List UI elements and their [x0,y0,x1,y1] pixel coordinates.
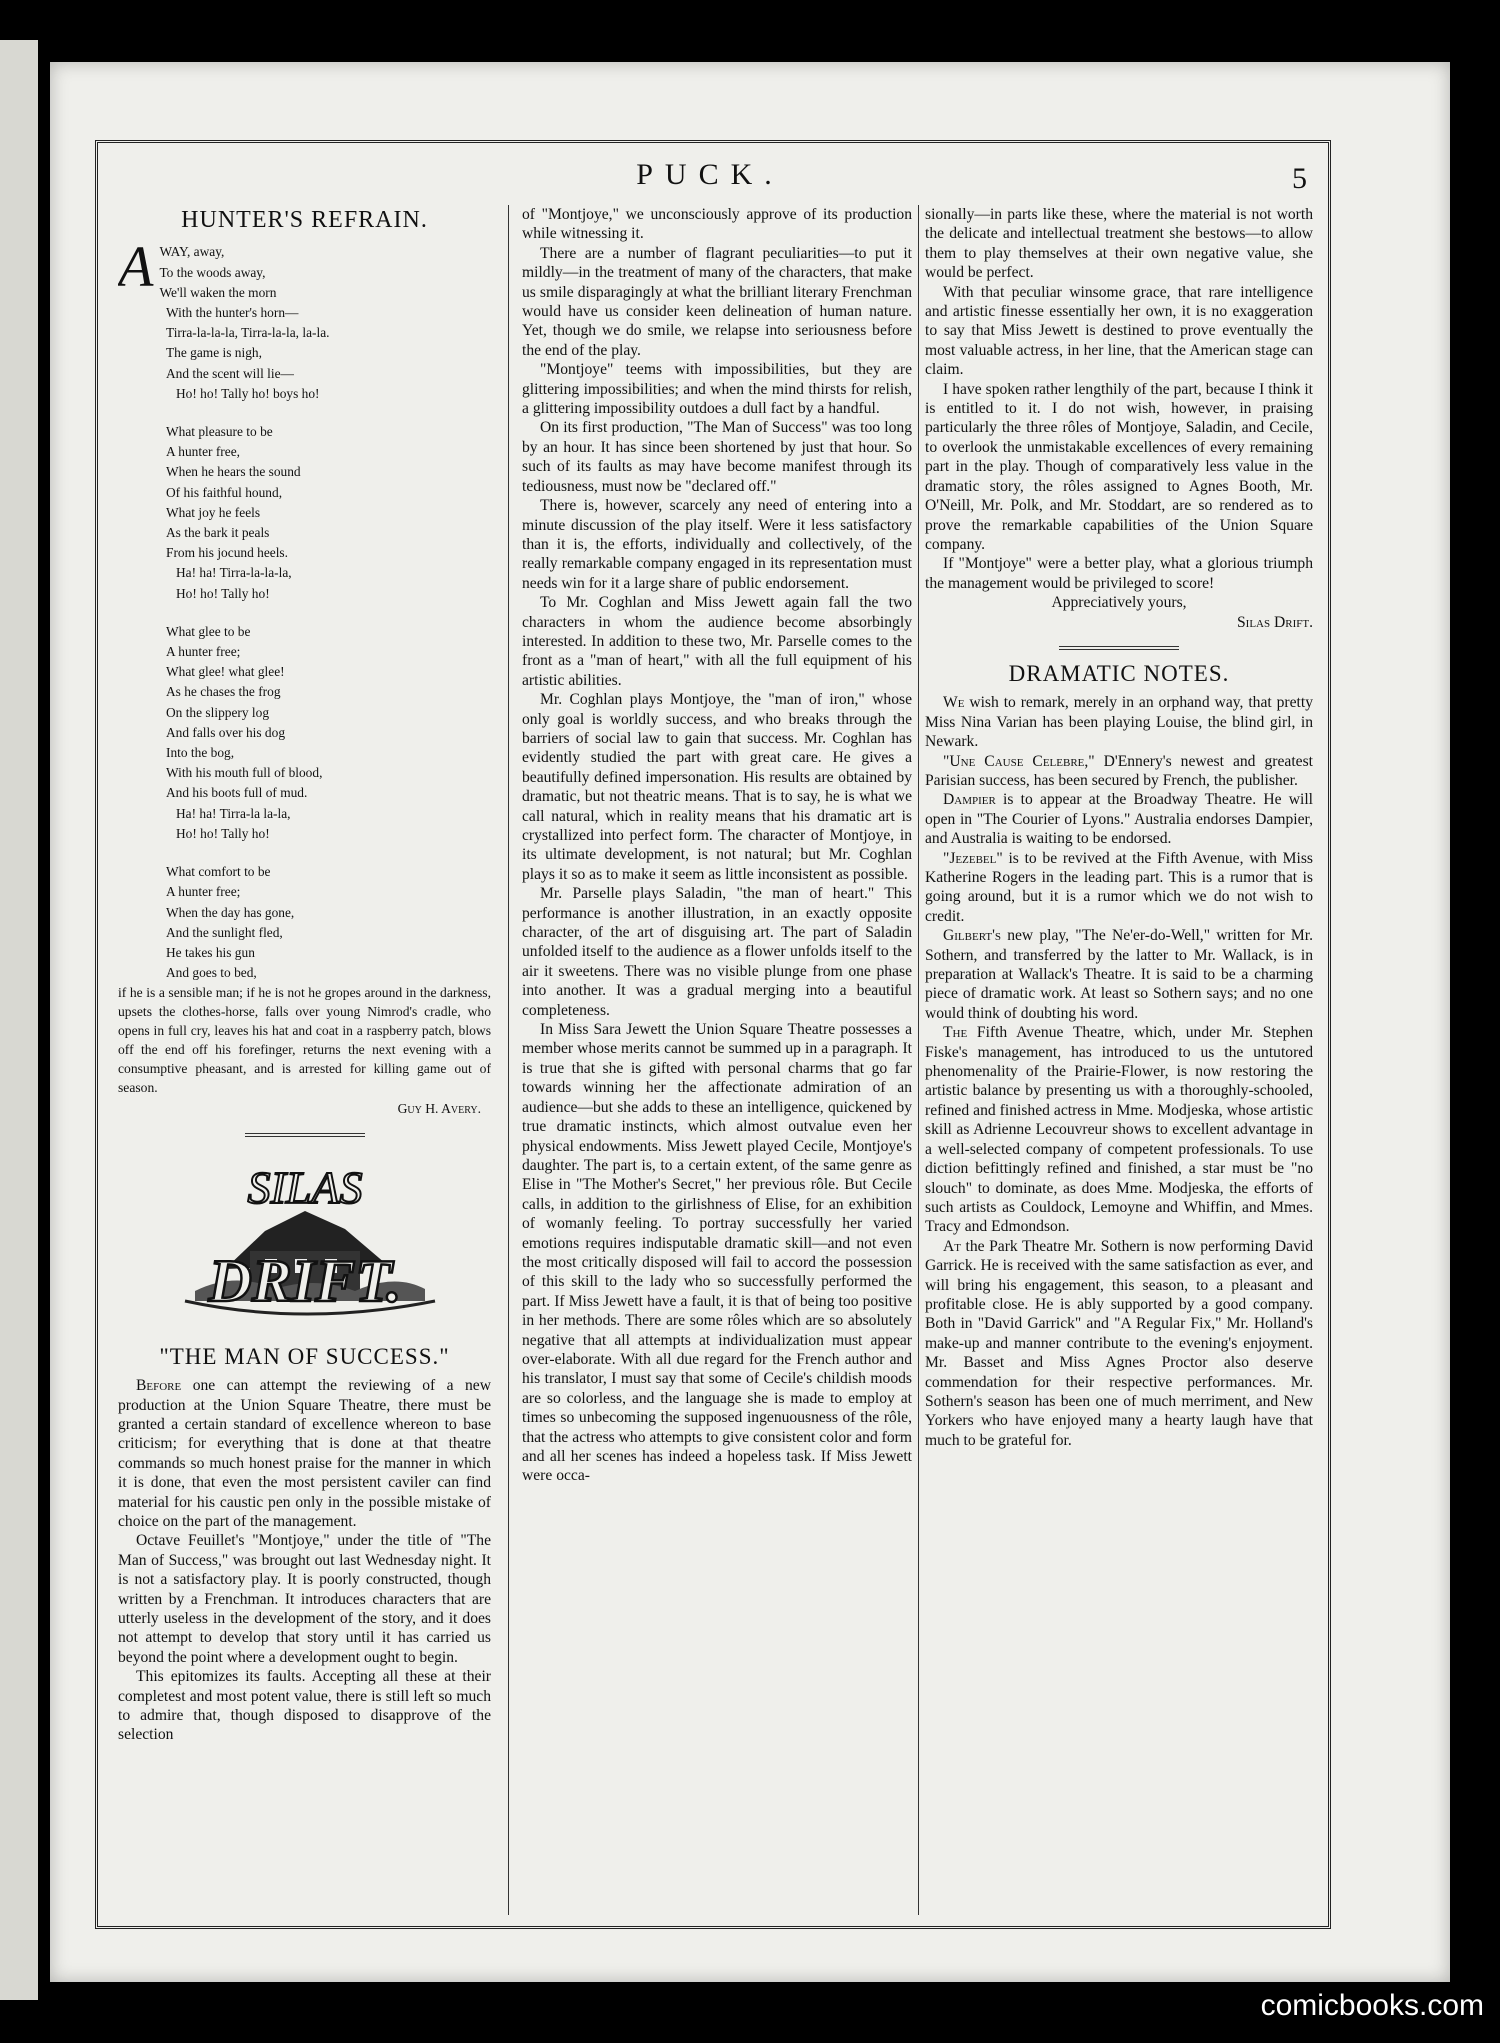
poem-line: When the day has gone, [166,904,295,920]
poem-tail: if he is a sensible man; if he is not he gropes around in the darkness, upsets the clothes-horse, falls over young Nimrod's cradle, who opens in full cry, leaves his hat and coat in a raspberry patch, blows off the end off his forefinger, returns the next evening with a consumptive pheasant, and is arrested for killing game out of season. [118,985,491,1096]
article-paragraph [118,1376,491,1531]
section-divider [1059,646,1179,650]
column-2 [522,205,912,1915]
logo-illustration [155,1151,455,1341]
silas-drift-logo [155,1151,455,1341]
note-lead: The [943,1024,968,1042]
poem-stanza-3 [118,622,491,844]
poem-line: On the slippery log [166,704,270,720]
poem-line: From his jocund heels. [166,545,288,561]
poem-line: We'll waken the morn [159,284,277,300]
poem-line: Ho! ho! Tally ho! boys ho! [176,385,320,401]
note-lead: Gilbert's [943,927,1002,945]
article-title: "THE MAN OF SUCCESS." [159,1343,450,1369]
dropcap-letter: A [118,234,154,300]
column-rule [918,205,919,1915]
paragraph-text: one can attempt the reviewing of a new production at the Union Square Theatre, there must be granted a certain standard of excellence whereon to base criticism; for everything that is done at that theatre commands so much honest praise for the manner in which it is done, that even the most persistent caviler can find material for his caustic pen only in the possible mistake of choice on the part of the management. [118,1377,491,1530]
note-text: D'Ennery's newest and greatest Parisian success, has been secured by French, the publisher. [925,752,1313,789]
note-lead: At [943,1237,961,1255]
poem-line: The game is nigh, [166,345,262,361]
poem-line: As he chases the frog [166,684,281,700]
poem-line: What pleasure to be [166,424,273,440]
poem-stanza-2 [118,422,491,604]
dramatic-note [925,752,1313,791]
poem-line: Ha! ha! Tirra-la-la-la, [176,565,292,581]
poem-stanza-1 [118,234,491,404]
article-signature: Silas Drift. [1236,613,1313,631]
masthead-title: PUCK. [636,158,784,191]
poem-line: With the hunter's horn— [166,305,299,321]
poem-line: Of his faithful hound, [166,484,283,500]
notes-title: DRAMATIC NOTES. [1008,660,1230,686]
note-text: is to be revived at the Fifth Avenue, with Miss Katherine Rogers in the leading part. This is a rumor that is going around, but it is a rumor which we do not wish to credit. [925,849,1313,925]
note-text: the Park Theatre Mr. Sothern is now performing David Garrick. He is received with the same satisfaction as ever, and will bring his engagement, this season, to a pleasant and profitable close. He is ably supported by a good company. Both in "David Garrick" and "A Regular Fix," Mr. Holland's make-up and manner contribute to the evening's enjoyment. Mr. Basset and Miss Agnes Proctor also deserve commendation for their respective performances. Mr. Sothern's season has been one of much merriment, and New Yorkers who have enjoyed many a hearty laugh have that much to be grateful for. [925,1237,1313,1449]
poem-title: HUNTER'S REFRAIN. [181,207,428,233]
logo-word-silas: SILAS [247,1161,362,1213]
article-paragraph: There are a number of flagrant peculiarities—to put it mildly—in the treatment of many of the characters, that make us smile disparagingly at what the brilliant literary Frenchman would have us consider keen delineation of human nature. Yet, though we do smile, we relapse into seriousness before the end of the play. [522,244,912,359]
article-body-start [118,1376,491,1745]
logo-word-drift: DRIFT. [208,1247,401,1314]
article-paragraph: If "Montjoye" were a better play, what a glorious triumph the management would be privileged to score! [925,555,1313,592]
poem-line: WAY, away, [159,244,225,260]
poem-line: Tirra-la-la-la, Tirra-la-la, la-la. [166,325,330,341]
poem-line: Ho! ho! Tally ho! [176,585,270,601]
poem-line: To the woods away, [159,264,266,280]
article-paragraph: With that peculiar winsome grace, that rare intelligence and artistic finesse essentially her own, it is no exaggeration to say that Miss Jewett is destined to prove eventually the most valuable actress, in her line, that the American stage can claim. [925,283,1313,379]
page-number: 5 [1292,162,1307,195]
poem-line: And the scent will lie— [166,365,294,381]
note-lead: We [943,694,965,712]
article-paragraph: To Mr. Coghlan and Miss Jewett again fall the two characters in whom the audience become absorbingly interested. In addition to these two, Mr. Parselle comes to the front as a "man of heart," with all the full equipment of his artistic abilities. [522,594,912,689]
paragraph-lead: Before [136,1377,182,1395]
dramatic-note [925,1237,1313,1450]
article-paragraph: of "Montjoye," we unconsciously approve of its production while witnessing it. [522,206,912,243]
dramatic-note [925,790,1313,848]
article-paragraph: sionally—in parts like these, where the material is not worth the delicate and intellectual treatment she bestows—to allow them to play themselves at their own negative value, she would be perfect. [925,206,1313,282]
poem-line: As the bark it peals [166,525,270,541]
column-rule [508,205,509,1915]
note-lead: Dampier [943,791,996,809]
poem-line: A hunter free, [166,444,240,460]
note-text: is to appear at the Broadway Theatre. He will open in "The Courier of Lyons." Australia endorses Dampier, and Australia is waiting to be endorsed. [925,791,1313,848]
column-1 [118,205,491,1915]
poem-line: A hunter free; [166,644,241,660]
note-text: new play, "The Ne'er-do-Well," written for Mr. Sothern, and transferred by the latter to Mr. Wallack, is in preparation at Wallack's Theatre. It is said to be a charming piece of dramatic work. At least so Sothern says; and no one would think of doubting his word. [925,927,1313,1022]
article-paragraph: In Miss Sara Jewett the Union Square Theatre possesses a member whose merits cannot be summed up in a paragraph. It is true that she is gifted with personal charms that go far towards winning her the affectionate admiration of an audience—but she adds to these an intelligence, quickened by true dramatic instincts, which almost outvalue even her physical endowments. Miss Jewett played Cecile, Montjoye's daughter. The part is, to a certain extent, of the same genre as Elise in "The Mother's Secret," her previous rôle. But Cecile calls, in addition to the girlishness of Elise, for an exhibition of womanly feeling. To portray successfully her varied emotions requires indisputable dramatic skill—and not even the most critically disposed will fail to accord the possession of this skill to the lady who so successfully performed the part. If Miss Jewett have a fault, it is that of being too positive in her methods. There are some rôles which are so absolutely negative that all attempts at individualization must appear over-elaborate. With all due regard for the French author and his translator, I must say that some of Cecile's childish moods are so colorless, and the language she is made to employ at times so unbecoming the supposed ingenuousness of the rôle, that the actress who attempts to give consistent color and form and all her scenes has indeed a hopeless task. If Miss Jewett were occa- [522,1021,912,1485]
poem-line: Into the bog, [166,745,235,761]
poem-line: What comfort to be [166,864,271,880]
dramatic-note [925,1023,1313,1236]
poem-line: When he hears the sound [166,464,301,480]
note-lead: "Une Cause Celebre," [943,752,1095,770]
poem-signature: Guy H. Avery. [397,1101,481,1117]
article-closing: Appreciatively yours, [1051,594,1187,612]
poem-stanza-4 [118,862,491,983]
note-lead: "Jezebel" [943,849,1003,867]
article-paragraph: "Montjoye" teems with impossibilities, but they are glittering impossibilities; and when the mind thirsts for relish, a glittering impossibility outdoes a dull fact by a handful. [522,361,912,418]
masthead [95,158,1325,202]
poem-line: And falls over his dog [166,724,286,740]
poem [118,234,491,983]
dramatic-note [925,926,1313,1023]
section-divider [245,1133,365,1137]
poem-line: And goes to bed, [166,965,257,981]
poem-line: What joy he feels [166,504,261,520]
article-paragraph: On its first production, "The Man of Success" was too long by an hour. It has since been shortened by just that hour. So such of its faults as may have become manifest through its tediousness, must now be "declared off." [522,419,912,495]
article-paragraph: I have spoken rather lengthily of the part, because I think it is entitled to it. I do not wish, however, in praising particularly the three rôles of Montjoye, Saladin, and Cecile, to overlook the unmistakable excellences of every remaining part in the play. Though of comparatively less value in the dramatic story, the rôles assigned to Agnes Booth, Mr. O'Neill, Mr. Polk, and Mr. Stoddart, are so rendered as to prove the remarkable capabilities of the Union Square company. [925,380,1313,553]
article-paragraph: Mr. Parselle plays Saladin, "the man of heart." This performance is another illustration, in an exactly opposite character, of the art of disguising art. The part of Saladin unfolded itself to the audience as a flower unfolds itself to the air it sweetens. There was no visible plunge from one phase into another. It was a gradual merging into a beautiful completeness. [522,885,912,1019]
poem-line: And his boots full of mud. [166,785,308,801]
poem-line: Ho! ho! Tally ho! [176,825,270,841]
note-text: wish to remark, merely in an orphand way, that pretty Miss Nina Varian has been playing Louise, the blind girl, in Newark. [925,694,1313,751]
poem-line: A hunter free; [166,884,241,900]
facing-page-edge [0,40,38,2000]
poem-line: He takes his gun [166,944,255,960]
article-paragraph: Octave Feuillet's "Montjoye," under the title of "The Man of Success," was brought out last Wednesday night. It is not a satisfactory play. It is poorly constructed, though written by a Frenchman. It introduces characters that are utterly useless in the development of the story, and it does not attempt to develop that story until it has carried us beyond the point where a development ought to begin. [118,1532,491,1666]
poem-line: With his mouth full of blood, [166,765,323,781]
dramatic-note [925,849,1313,927]
dramatic-note [925,693,1313,751]
poem-line: What glee to be [166,623,251,639]
poem-line: What glee! what glee! [166,664,285,680]
article-paragraph: This epitomizes its faults. Accepting all these at their completest and most potent value, there is still left so much to admire that, though disposed to disapprove of the selection [118,1668,491,1744]
article-paragraph: There is, however, scarcely any need of entering into a minute discussion of the play itself. Were it less satisfactory than it is, the efforts, individually and collectively, of the really remarkable company engaged in its representation must needs win for it a large share of public endorsement. [522,497,912,592]
article-paragraph: Mr. Coghlan plays Montjoye, the "man of iron," whose only goal is worldly success, and who breaks through the barriers of social law to gain that success. Mr. Coghlan has evidently studied the part with great care. He gives a beautifully defined impersonation. His results are obtained by dramatic, but not theatric means. That is to say, he is what we call natural, which in reality means that his dramatic art is crystallized into perfect form. The character of Montjoye, in its ultimate development, is not natural; but Mr. Coghlan plays it so as to make it seem as little inconsistent as possible. [522,691,912,883]
poem-line: And the sunlight fled, [166,924,283,940]
site-watermark: comicbooks.com [1260,1989,1484,2022]
column-3 [925,205,1313,1915]
poem-line: Ha! ha! Tirra-la la-la, [176,805,291,821]
note-text: Fifth Avenue Theatre, which, under Mr. Stephen Fiske's management, has introduced to us the untutored phenomenality of the Prairie-Flower, is now restoring the artistic balance by presenting us with a thoroughly-schooled, refined and finished actress in Mme. Modjeska, whose artistic skill as Adrienne Lecouvreur shows to excellent advantage in a well-selected company of competent professionals. To use diction befittingly refined and finished, a star must be "no slouch" to dominate, as does Mme. Modjeska, the efforts of such artists as Couldock, Lemoyne and Whiffin, and Mmes. Tracy and Edmondson. [925,1024,1313,1236]
